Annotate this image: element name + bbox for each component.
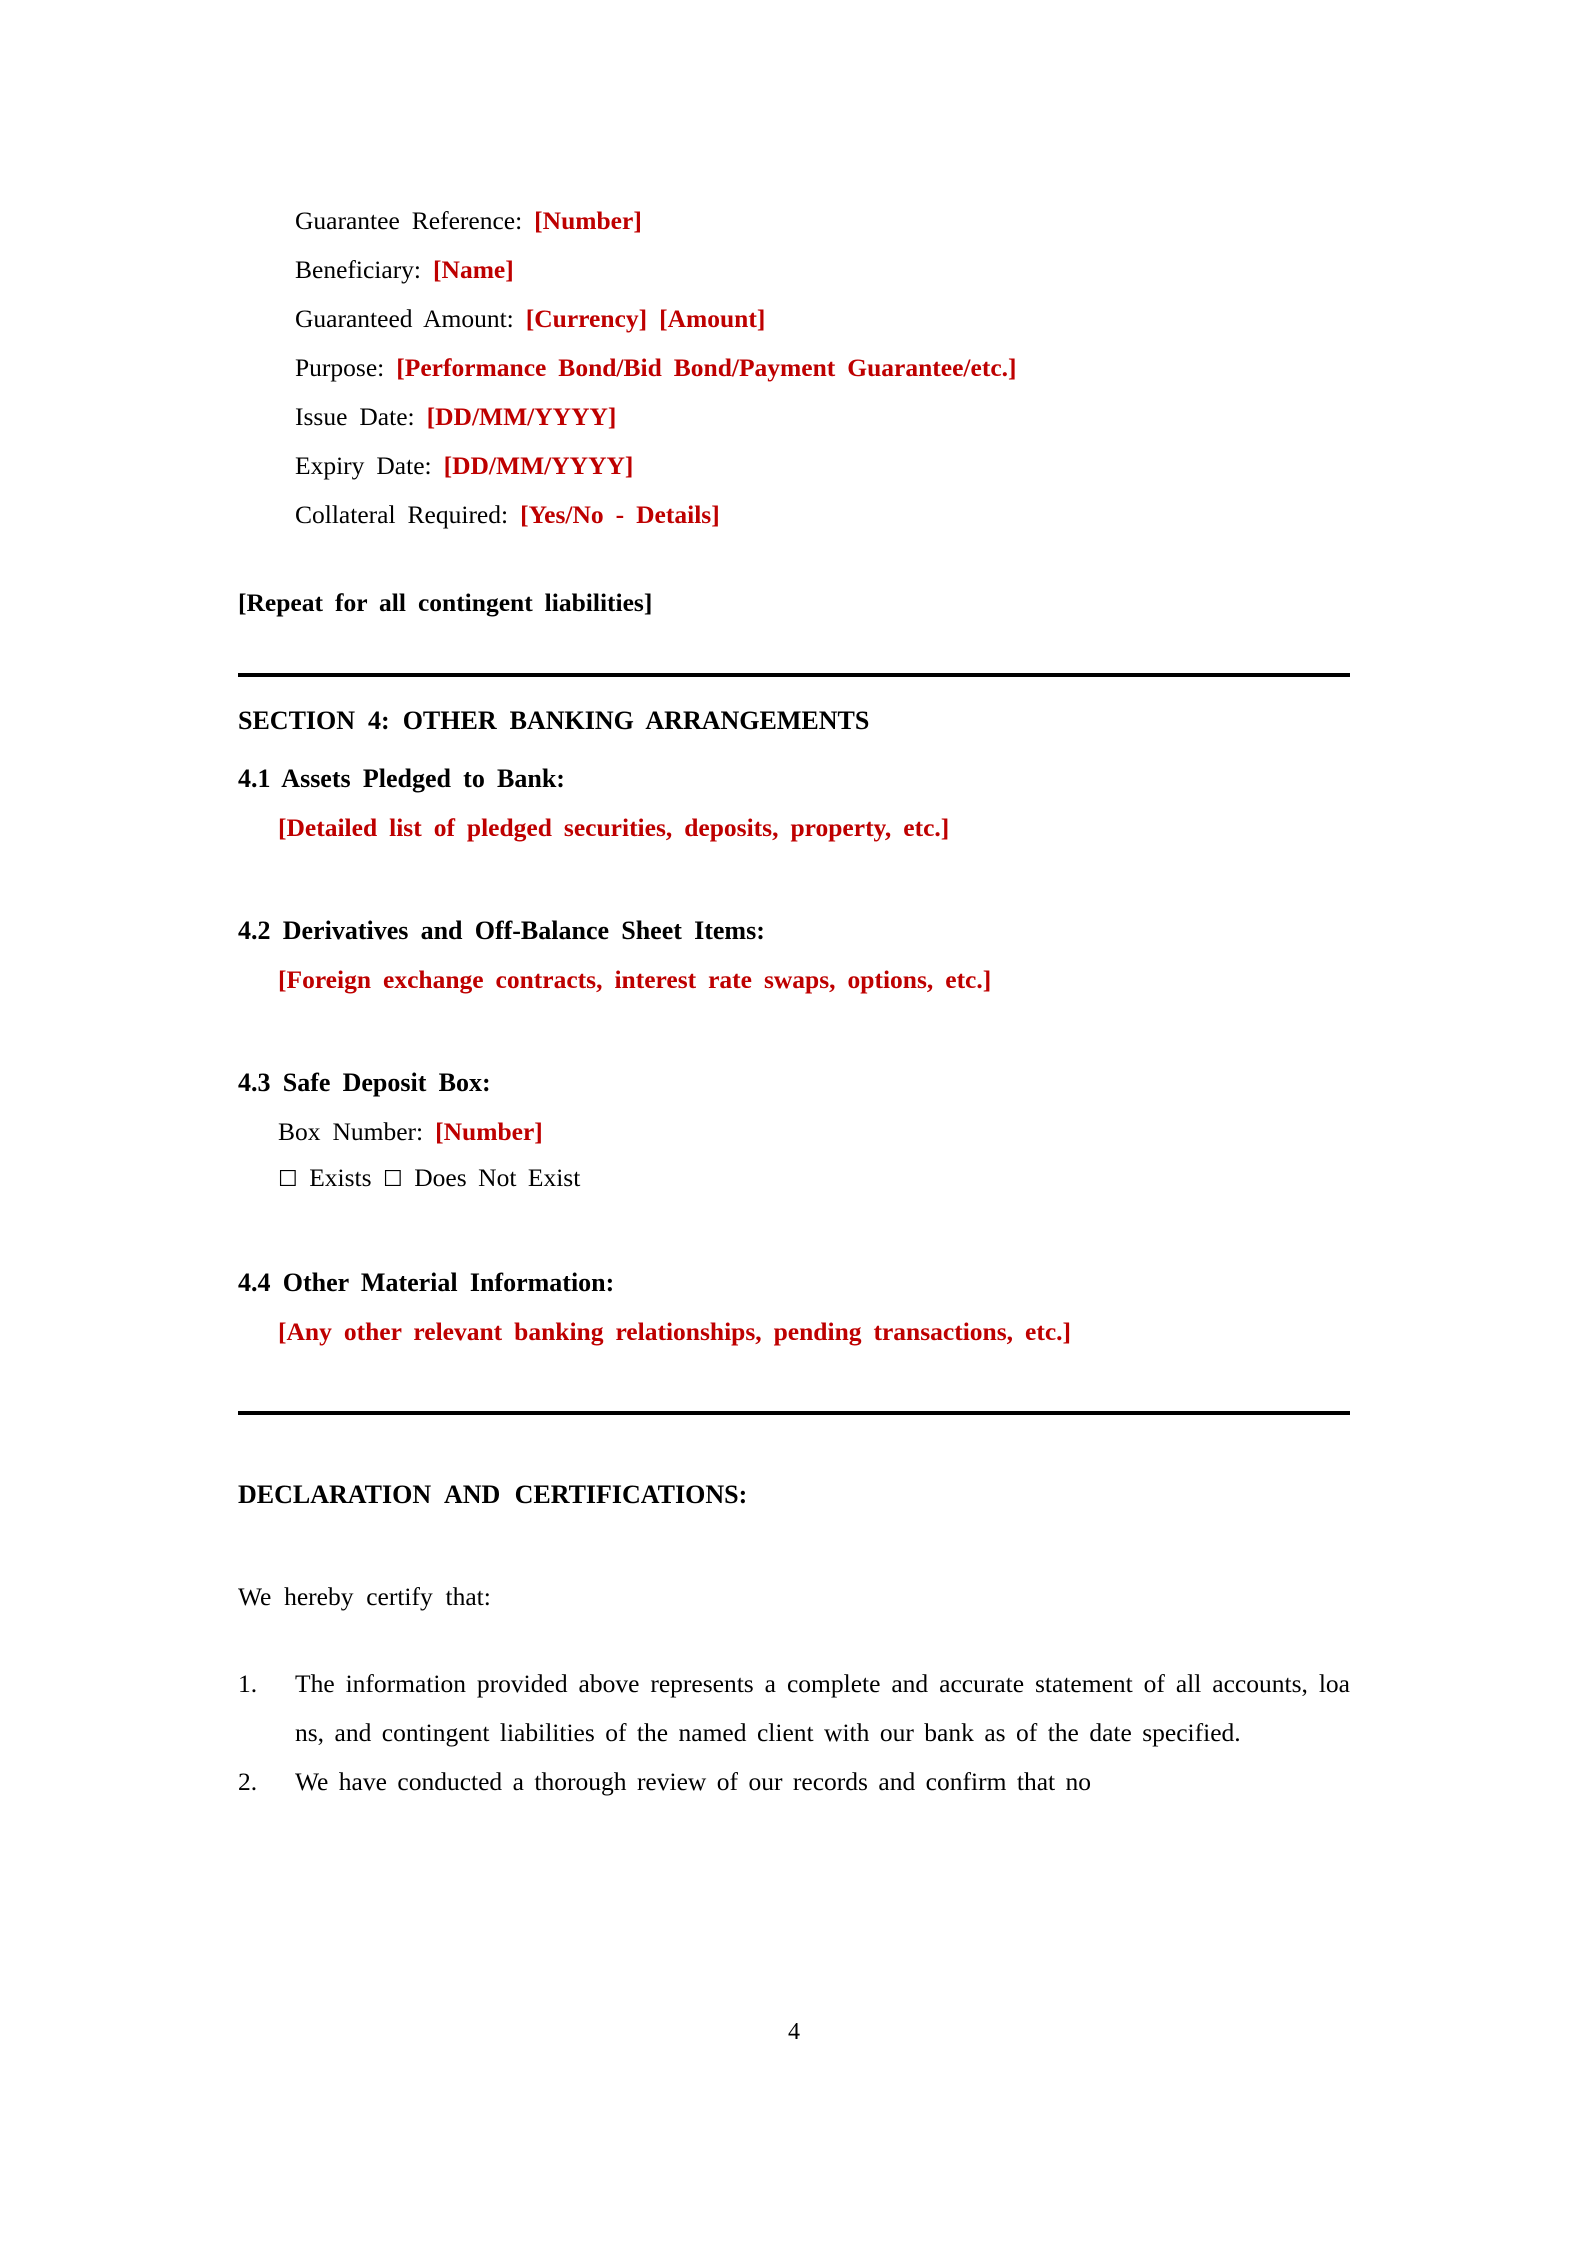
detail-line-guarantee-reference [238, 196, 1350, 245]
detail-placeholder: [Performance Bond/Bid Bond/Payment Guarantee/etc.] [396, 353, 1017, 382]
detail-placeholder: [DD/MM/YYYY] [426, 402, 617, 431]
list-marker: 1. [238, 1669, 258, 1698]
list-marker: 2. [238, 1767, 258, 1796]
detail-line-purpose [238, 343, 1350, 392]
subsection-4-1-placeholder: [Detailed list of pledged securities, deposits, property, etc.] [278, 813, 950, 842]
checkbox-exists-icon[interactable]: ☐ [278, 1167, 298, 1192]
list-item-text: The information provided above represents a complete and accurate statement of all accounts, loans, and contingent liabilities of the named client with our bank as of the date specified. [295, 1669, 1350, 1747]
checkbox-exists-label: Exists [309, 1163, 372, 1192]
subsection-heading-text: Derivatives and Off-Balance Sheet Items: [282, 916, 765, 945]
detail-line-issue-date [238, 392, 1350, 441]
declaration-list [238, 1659, 1350, 1806]
box-number-placeholder: [Number] [435, 1117, 543, 1146]
page-number: 4 [788, 2019, 800, 2045]
detail-label: Beneficiary: [295, 255, 422, 284]
declaration-list-item [238, 1659, 1350, 1757]
detail-label: Guaranteed Amount: [295, 304, 514, 333]
detail-placeholder: [Yes/No - Details] [520, 500, 720, 529]
detail-label: Collateral Required: [295, 500, 509, 529]
section-divider-top [238, 673, 1350, 677]
detail-placeholder: [Number] [534, 206, 642, 235]
subsection-4-3-heading [238, 1063, 1350, 1103]
checkbox-does-not-exist-label: Does Not Exist [414, 1163, 581, 1192]
detail-placeholder: [Name] [433, 255, 514, 284]
detail-line-collateral-required [238, 490, 1350, 539]
detail-label: Purpose: [295, 353, 385, 382]
detail-label: Guarantee Reference: [295, 206, 523, 235]
detail-placeholder: [DD/MM/YYYY] [443, 451, 634, 480]
page-content [238, 196, 1350, 1806]
subsection-number: 4.1 [238, 764, 271, 793]
subsection-heading-text: Other Material Information: [282, 1268, 615, 1297]
repeat-instruction-note: [Repeat for all contingent liabilities] [238, 588, 653, 617]
subsection-4-4-heading [238, 1263, 1350, 1303]
detail-line-guaranteed-amount [238, 294, 1350, 343]
detail-line-beneficiary [238, 245, 1350, 294]
section-divider-bottom [238, 1411, 1350, 1415]
detail-placeholder: [Currency] [Amount] [525, 304, 766, 333]
detail-label: Issue Date: [295, 402, 415, 431]
subsection-number: 4.3 [238, 1068, 271, 1097]
safe-deposit-box-checkbox-row [238, 1157, 1350, 1201]
section4-title: SECTION 4: OTHER BANKING ARRANGEMENTS [238, 706, 870, 735]
subsection-number: 4.4 [238, 1268, 271, 1297]
list-item-text: We have conducted a thorough review of our records and confirm that no [295, 1767, 1092, 1796]
subsection-4-2-heading [238, 911, 1350, 951]
checkbox-does-not-exist-icon[interactable]: ☐ [383, 1167, 403, 1192]
subsection-heading-text: Safe Deposit Box: [282, 1068, 491, 1097]
subsection-4-2-placeholder: [Foreign exchange contracts, interest rate swaps, options, etc.] [278, 965, 992, 994]
declaration-intro: We hereby certify that: [238, 1582, 491, 1611]
declaration-list-item [238, 1757, 1350, 1806]
subsection-4-1-heading [238, 759, 1350, 799]
box-number-label: Box Number: [278, 1117, 424, 1146]
declaration-title: DECLARATION AND CERTIFICATIONS: [238, 1480, 748, 1509]
subsection-number: 4.2 [238, 916, 271, 945]
box-number-line [238, 1111, 1350, 1153]
detail-line-expiry-date [238, 441, 1350, 490]
guarantee-details-block [238, 196, 1350, 539]
subsection-heading-text: Assets Pledged to Bank: [281, 764, 565, 793]
detail-label: Expiry Date: [295, 451, 432, 480]
subsection-4-4-placeholder: [Any other relevant banking relationships, pending transactions, etc.] [278, 1317, 1072, 1346]
